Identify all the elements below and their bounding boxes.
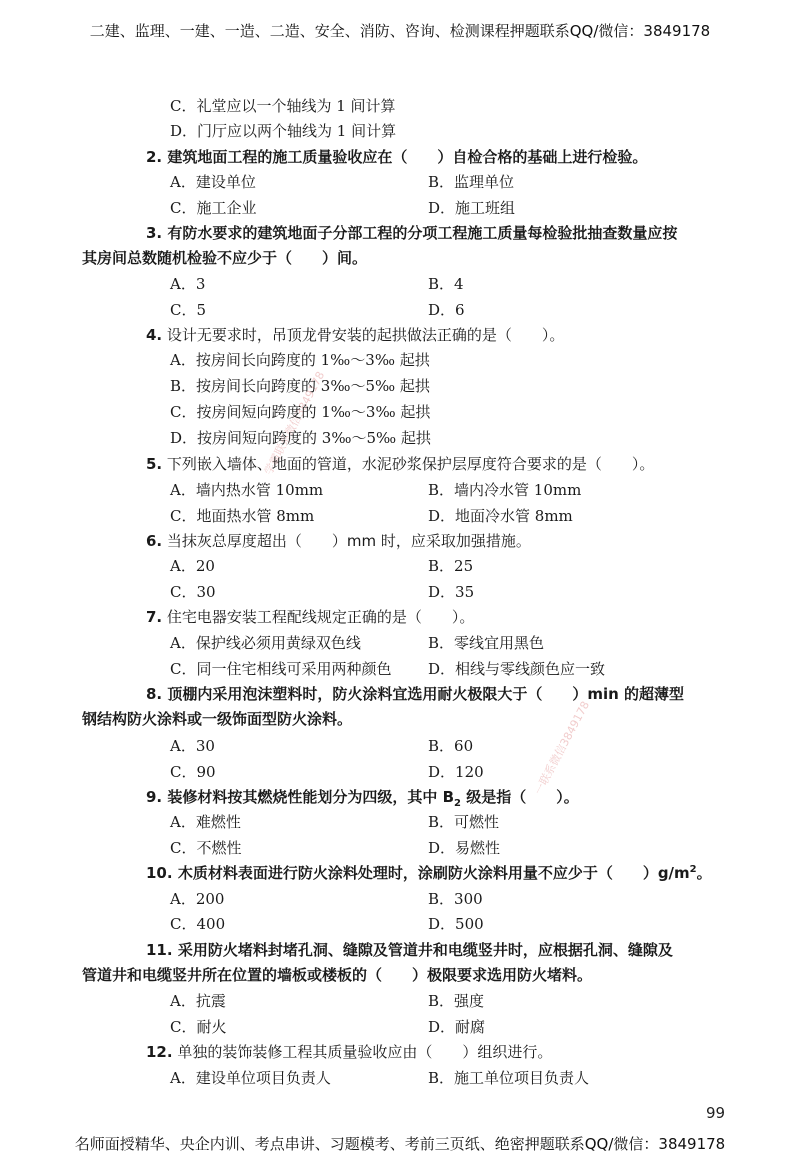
q5-option-b: B．墙内冷水管 10mm (428, 481, 582, 499)
question-number: 3. (146, 224, 163, 242)
q3-option-b: B．4 (428, 275, 464, 293)
page-number: 99 (706, 1104, 726, 1122)
q6-option-a: A．20 (170, 557, 215, 575)
q9-option-b: B．可燃性 (428, 813, 500, 831)
q12-option-b: B．施工单位项目负责人 (428, 1069, 590, 1087)
q11-option-d: D．耐腐 (428, 1018, 486, 1036)
question-number: 10. (146, 864, 173, 882)
question-number: 7. (146, 608, 163, 626)
q4-option-d: D．按房间短向跨度的 3‰～5‰ 起拱 (170, 429, 431, 447)
q6-option-b: B．25 (428, 557, 474, 575)
q4-option-b: B．按房间长向跨度的 3‰～5‰ 起拱 (170, 377, 430, 395)
question-stem: 当抹灰总厚度超出（ ）mm 时，应采取加强措施。 (166, 532, 531, 550)
question-12 (146, 1041, 552, 1062)
q7-option-c: C．同一住宅相线可采用两种颜色 (170, 660, 392, 678)
question-stem-end: 。 (696, 864, 712, 882)
question-3 (146, 222, 677, 243)
question-9 (146, 786, 579, 809)
q2-option-b: B．监理单位 (428, 173, 515, 191)
q5-option-c: C．地面热水管 8mm (170, 507, 315, 525)
question-stem: 设计无要求时，吊顶龙骨安装的起拱做法正确的是（ ）。 (166, 326, 565, 344)
question-stem: 住宅电器安装工程配线规定正确的是（ ）。 (166, 608, 475, 626)
question-8-stem-line-2: 钢结构防火涂料或一级饰面型防火涂料。 (82, 710, 353, 728)
question-11-stem-line-2: 管道井和电缆竖井所在位置的墙板或楼板的（ ）极限要求选用防火堵料。 (82, 966, 593, 984)
question-stem-line-1: 有防水要求的建筑地面子分部工程的分项工程施工质量每检验批抽查数量应按 (167, 224, 678, 242)
q7-option-d: D．相线与零线颜色应一致 (428, 660, 606, 678)
question-stem: 木质材料表面进行防火涂料处理时，涂刷防火涂料用量不应少于（ ）g/m (177, 864, 690, 882)
option-c-prev: C．礼堂应以一个轴线为 1 间计算 (170, 97, 396, 115)
subscript: 2 (454, 798, 462, 809)
q6-option-d: D．35 (428, 583, 475, 601)
q10-option-b: B．300 (428, 890, 483, 908)
q8-option-d: D．120 (428, 763, 484, 781)
q10-option-c: C．400 (170, 915, 226, 933)
question-stem: 单独的装饰装修工程其质量验收应由（ ）组织进行。 (177, 1043, 553, 1061)
q8-option-a: A．30 (170, 737, 215, 755)
question-number: 9. (146, 788, 163, 806)
watermark-right: 一联系微信3849178 (531, 699, 593, 798)
q4-option-a: A．按房间长向跨度的 1‰～3‰ 起拱 (170, 351, 430, 369)
question-number: 2. (146, 148, 163, 166)
q4-option-c: C．按房间短向跨度的 1‰～3‰ 起拱 (170, 403, 431, 421)
page-footer-banner: 名师面授精华、央企内训、考点串讲、习题模考、考前三页纸、绝密押题联系QQ/微信：3849178 (74, 1135, 726, 1153)
question-8 (146, 683, 684, 704)
q11-option-c: C．耐火 (170, 1018, 227, 1036)
question-stem: 装修材料按其燃烧性能划分为四级，其中 B (167, 788, 455, 806)
q2-option-d: D．施工班组 (428, 199, 516, 217)
question-stem: 建筑地面工程的施工质量验收应在（ ）自检合格的基础上进行检验。 (167, 148, 648, 166)
q12-option-a: A．建设单位项目负责人 (170, 1069, 331, 1087)
question-number: 4. (146, 326, 163, 344)
q3-option-c: C．5 (170, 301, 207, 319)
q3-option-a: A．3 (170, 275, 206, 293)
q7-option-b: B．零线宜用黑色 (428, 634, 545, 652)
q9-option-c: C．不燃性 (170, 839, 242, 857)
q11-option-a: A．抗震 (170, 992, 226, 1010)
watermark-left: 学霸联系微信3849178 (261, 369, 328, 478)
option-d-prev: D．门厅应以两个轴线为 1 间计算 (170, 122, 397, 140)
question-number: 12. (146, 1043, 173, 1061)
question-stem-line-1: 顶棚内采用泡沫塑料时，防火涂料宜选用耐火极限大于（ ）min 的超薄型 (167, 685, 685, 703)
q9-option-d: D．易燃性 (428, 839, 501, 857)
question-number: 11. (146, 941, 173, 959)
q2-option-c: C．施工企业 (170, 199, 257, 217)
question-11 (146, 939, 673, 960)
question-number: 6. (146, 532, 163, 550)
superscript: 2 (689, 864, 697, 875)
q6-option-c: C．30 (170, 583, 216, 601)
question-number: 8. (146, 685, 163, 703)
q5-option-d: D．地面冷水管 8mm (428, 507, 573, 525)
q10-option-a: A．200 (170, 890, 225, 908)
question-3-stem-line-2: 其房间总数随机检验不应少于（ ）间。 (82, 249, 368, 267)
question-stem-end: 级是指（ ）。 (461, 788, 579, 806)
question-2 (146, 146, 647, 167)
page-header-banner: 二建、监理、一建、一造、二造、安全、消防、咨询、检测课程押题联系QQ/微信：3849178 (89, 22, 711, 40)
q2-option-a: A．建设单位 (170, 173, 256, 191)
question-6 (146, 530, 531, 551)
q8-option-b: B．60 (428, 737, 474, 755)
q3-option-d: D．6 (428, 301, 465, 319)
q9-option-a: A．难燃性 (170, 813, 241, 831)
question-10 (146, 862, 712, 883)
q8-option-c: C．90 (170, 763, 216, 781)
question-number: 5. (146, 455, 163, 473)
q7-option-a: A．保护线必须用黄绿双色线 (170, 634, 361, 652)
q10-option-d: D．500 (428, 915, 484, 933)
q11-option-b: B．强度 (428, 992, 485, 1010)
question-stem: 下列嵌入墙体、地面的管道，水泥砂浆保护层厚度符合要求的是（ ）。 (166, 455, 655, 473)
question-7 (146, 606, 474, 627)
q5-option-a: A．墙内热水管 10mm (170, 481, 324, 499)
question-stem-line-1: 采用防火堵料封堵孔洞、缝隙及管道井和电缆竖井时，应根据孔洞、缝隙及 (177, 941, 673, 959)
question-5 (146, 453, 654, 474)
question-4 (146, 324, 564, 345)
